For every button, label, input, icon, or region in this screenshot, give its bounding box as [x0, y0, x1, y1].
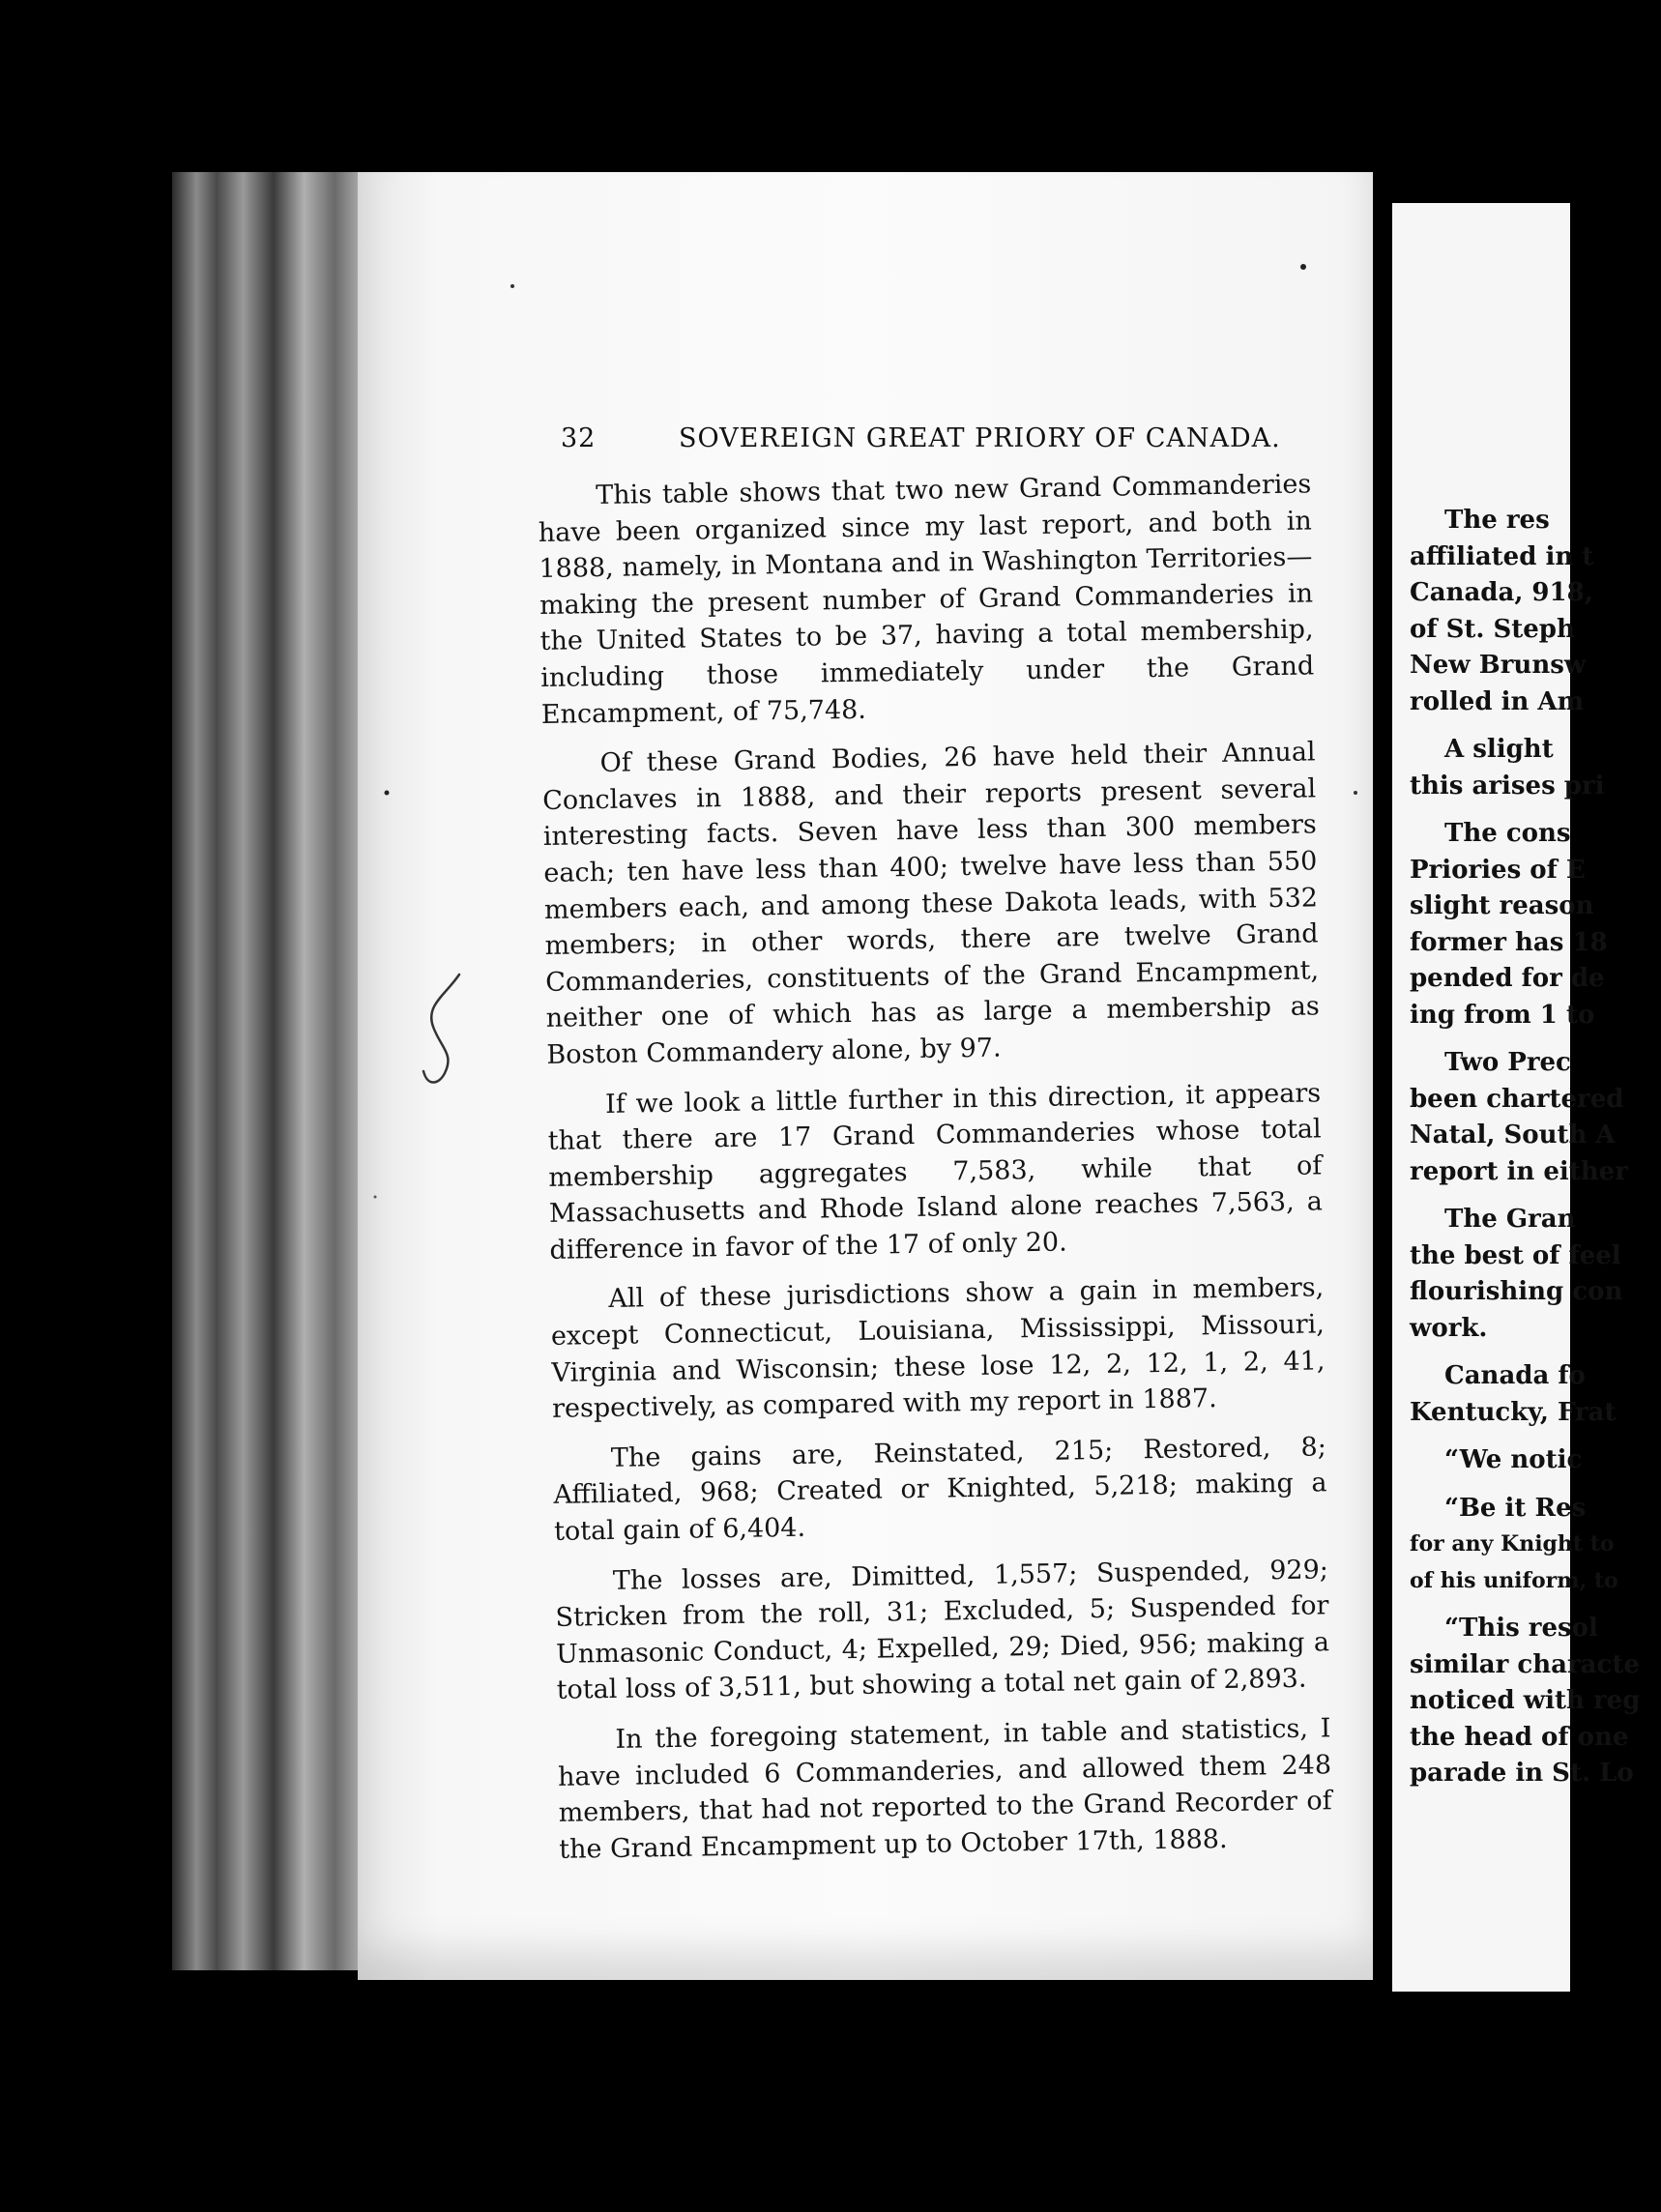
- right-page-line: “This resol: [1444, 1614, 1598, 1643]
- right-page-line: of St. Steph: [1410, 614, 1575, 644]
- paragraph-2: Of these Grand Bodies, 26 have held their Annual Conclaves in 1888, and their reports present several interesting facts. Seven have less than 300 members each; ten have less than 400; twelve have less than 550 members each, and among these Dakota leads, with 532 members; in other words, there are twelve Grand Commanderies, constituents of the Grand Encampment, neither one of which has as large a membership as Boston Commandery alone, by 97.: [541, 737, 1320, 1070]
- right-page-line: Kentucky, Frat: [1410, 1397, 1617, 1427]
- right-page: [1392, 203, 1641, 1992]
- right-page-line: parade in St. Lo: [1410, 1759, 1634, 1788]
- right-page-line: similar characte: [1410, 1649, 1640, 1679]
- right-page-line: the head of one: [1410, 1722, 1629, 1752]
- right-page-line: work.: [1410, 1313, 1488, 1343]
- right-page-line: “We notic: [1444, 1445, 1583, 1474]
- right-page-text: [1410, 503, 1661, 1792]
- right-page-line: this arises pri: [1410, 771, 1605, 800]
- right-page-line: The cons: [1444, 819, 1571, 848]
- paragraph-7: In the foregoing statement, in table and statistics, I have included 6 Commanderies, and allowed them 248 members, that had not reported to the Grand Recorder of the Grand Encampment up to October 17th, 1888.: [557, 1713, 1332, 1865]
- book-page-edges: [172, 172, 375, 1970]
- page-gutter: [1373, 193, 1392, 1982]
- right-page-line: pended for de: [1410, 964, 1605, 993]
- right-page-line: Two Prec: [1444, 1048, 1571, 1077]
- right-page-line: Priories of E: [1410, 855, 1586, 885]
- right-page-line: Canada, 918,: [1410, 578, 1593, 607]
- paragraph-1: This table shows that two new Grand Commanderies have been organized since my last report, and both in 1888, namely, in Montana and in Washington Territories—making the present number of Grand Commanderies in the United States to be 37, having a total membership, including those immediately under the Grand Encampment, of 75,748.: [538, 469, 1315, 730]
- page-number: 32: [561, 423, 597, 453]
- pencil-mark: [416, 967, 474, 1102]
- running-head-title: SOVEREIGN GREAT PRIORY OF CANADA.: [679, 423, 1281, 453]
- right-page-line: affiliated in t: [1410, 541, 1594, 571]
- right-page-line: report in either: [1410, 1156, 1628, 1186]
- right-page-line: The Gran: [1444, 1205, 1576, 1234]
- paragraph-4: All of these jurisdictions show a gain in members, except Connecticut, Louisiana, Mississippi, Missouri, Virginia and Wisconsin; these lose 12, 2, 12, 1, 2, 41, respectively, as compared with my report in 1887.: [550, 1272, 1326, 1425]
- right-page-line: former has 18: [1410, 927, 1608, 957]
- right-page-line: flourishing con: [1410, 1277, 1623, 1306]
- right-page-line: for any Knight to: [1410, 1531, 1615, 1557]
- right-page-line: noticed with reg: [1410, 1686, 1641, 1715]
- right-page-line: been chartered: [1410, 1084, 1624, 1114]
- running-header: [561, 423, 1281, 462]
- right-page-line: ing from 1 to: [1410, 1000, 1595, 1030]
- right-page-line: the best of feel: [1410, 1240, 1621, 1270]
- right-page-line: Canada fo: [1444, 1361, 1586, 1390]
- right-page-line: Natal, South A: [1410, 1121, 1616, 1150]
- right-page-line: A slight: [1444, 735, 1554, 764]
- right-page-line: of his uniform, to: [1410, 1567, 1618, 1593]
- paragraph-3: If we look a little further in this direction, it appears that there are 17 Grand Commanderies whose total membership aggregates 7,583, while that of Massachusetts and Rhode Island alone reaches 7,563, a difference in favor of the 17 of only 20.: [547, 1077, 1324, 1266]
- paragraph-6: The losses are, Dimitted, 1,557; Suspended, 929; Stricken from the roll, 31; Excluded, 5; Suspended for Unmasonic Conduct, 4; Expelled, 29; Died, 956; making a total loss of 3,511, but showing a total net gain of 2,893.: [555, 1554, 1330, 1706]
- paragraph-5: The gains are, Reinstated, 215; Restored, 8; Affiliated, 968; Created or Knighted, 5,218; making a total gain of 6,404.: [553, 1432, 1327, 1547]
- right-page-line: “Be it Res: [1444, 1493, 1587, 1523]
- right-page-line: rolled in Am: [1410, 686, 1585, 716]
- right-page-line: New Brunsw: [1410, 651, 1587, 680]
- right-page-line: slight reason: [1410, 891, 1594, 920]
- right-page-line: The res: [1444, 506, 1550, 535]
- body-text: [538, 466, 1333, 1881]
